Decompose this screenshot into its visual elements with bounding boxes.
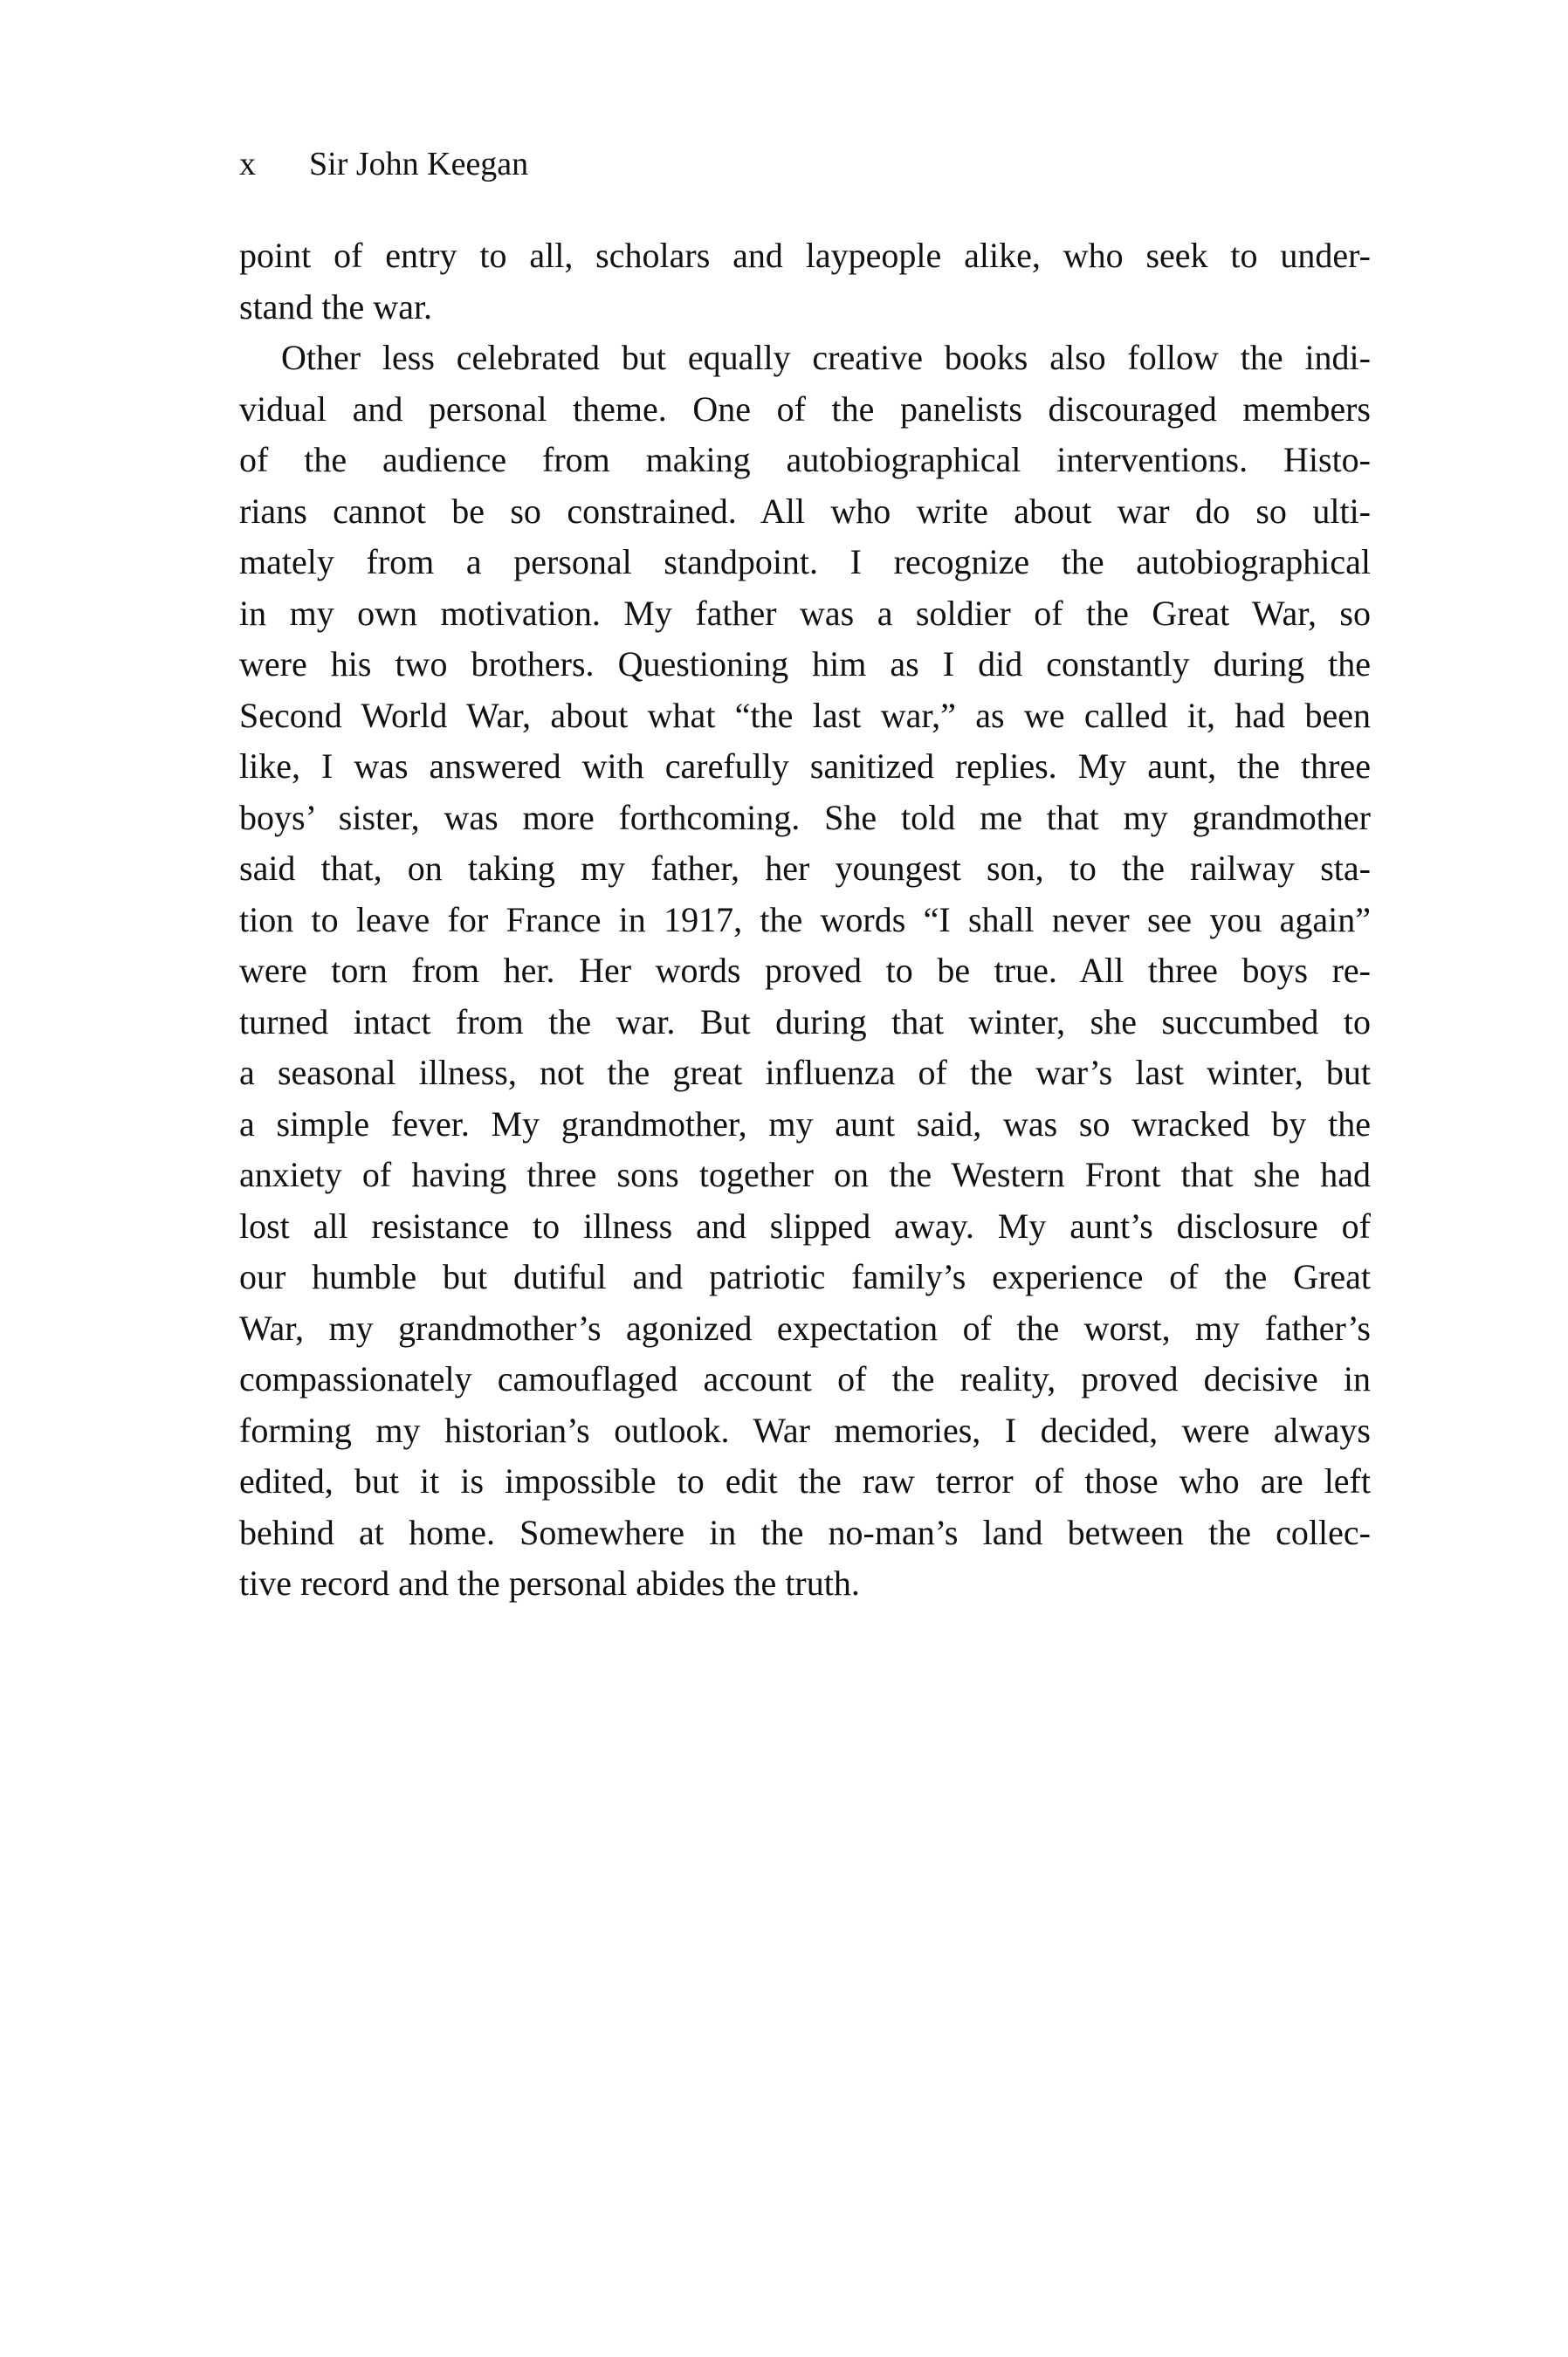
paragraph — [239, 333, 1371, 1610]
page-number: x — [239, 146, 256, 182]
text-line: turned intact from the war. But during that winter, she succumbed to — [239, 1001, 1371, 1041]
text-line: forming my historian’s outlook. War memories, I decided, were always — [239, 1410, 1371, 1450]
paragraph — [239, 230, 1371, 333]
text-line: said that, on taking my father, her youngest son, to the railway sta- — [239, 849, 1371, 888]
body-text — [239, 230, 1371, 1610]
text-line: were torn from her. Her words proved to be true. All three boys re- — [239, 951, 1371, 990]
text-line: point of entry to all, scholars and laypeople alike, who seek to under- — [239, 236, 1371, 275]
text-line: a simple fever. My grandmother, my aunt said, was so wracked by the — [239, 1103, 1371, 1144]
text-line: mately from a personal standpoint. I recognize the autobiographical — [239, 542, 1371, 581]
text-line: behind at home. Somewhere in the no-man’s land between the collec- — [239, 1512, 1371, 1552]
text-line: a seasonal illness, not the great influenza of the war’s last winter, but — [239, 1053, 1371, 1092]
text-line: rians cannot be so constrained. All who write about war do so ulti- — [239, 491, 1371, 531]
text-line: stand the war. — [239, 286, 433, 326]
text-line: Other less celebrated but equally creative books also follow the indi- — [281, 338, 1371, 377]
text-line: lost all resistance to illness and slipped away. My aunt’s disclosure of — [239, 1206, 1371, 1246]
text-line: vidual and personal theme. One of the panelists discouraged members — [239, 388, 1371, 429]
text-line: our humble but dutiful and patriotic family’s experience of the Great — [239, 1257, 1371, 1296]
text-line: War, my grandmother’s agonized expectation of the worst, my father’s — [239, 1308, 1371, 1348]
text-line: were his two brothers. Questioning him as I did constantly during the — [239, 644, 1371, 684]
text-line: compassionately camouflaged account of the reality, proved decisive in — [239, 1359, 1371, 1398]
text-line: edited, but it is impossible to edit the raw terror of those who are left — [239, 1461, 1371, 1501]
running-head-author: Sir John Keegan — [309, 146, 529, 182]
running-header — [239, 143, 528, 185]
text-line: Second World War, about what “the last war,” as we called it, had been — [239, 695, 1371, 735]
text-line: like, I was answered with carefully sanitized replies. My aunt, the three — [239, 746, 1371, 786]
text-line: tion to leave for France in 1917, the words “I shall never see you again” — [239, 899, 1371, 939]
text-line: tive record and the personal abides the truth. — [239, 1563, 860, 1603]
text-line: boys’ sister, was more forthcoming. She told me that my grandmother — [239, 797, 1371, 837]
text-line: anxiety of having three sons together on the Western Front that she had — [239, 1155, 1371, 1194]
text-line: in my own motivation. My father was a soldier of the Great War, so — [239, 593, 1371, 633]
text-line: of the audience from making autobiographical interventions. Histo- — [239, 440, 1371, 479]
